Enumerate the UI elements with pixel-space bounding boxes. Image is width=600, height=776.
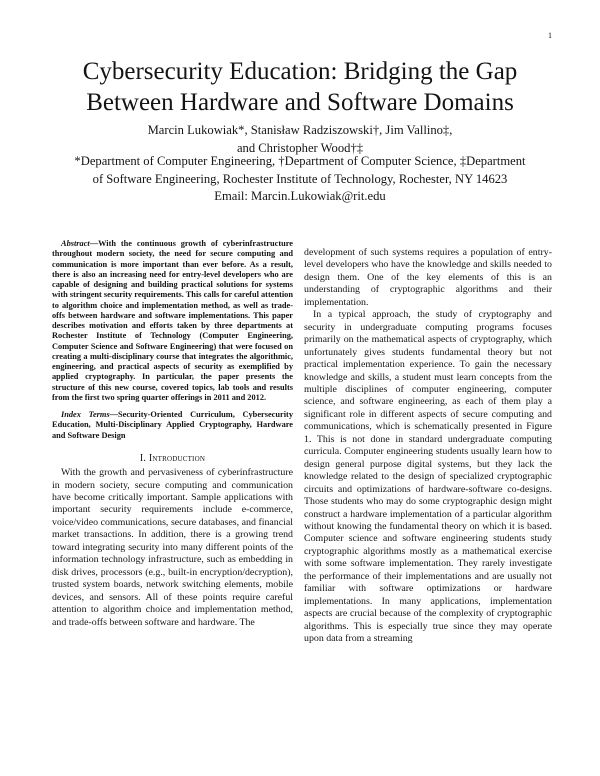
- left-column: [52, 239, 293, 629]
- right-paragraph-2: In a typical approach, the study of cryptography and security in undergraduate computing programs focuses primarily on the mathematical aspects of cryptography, which unfortunately gives students fundamental theory but not practical implementation experience. To gain the necessary knowledge and skills, a student must learn concepts from the multiple disciplines of computer engineering, computer science, and software engineering, as each of them play a significant role in different aspects of secure computing and communications, which is schematically presented in Figure 1. This is not done in standard undergraduate computing curricula. Computer engineering students usually learn how to design general purpose digital systems, but they lack the knowledge related to the design of specialized cryptographic circuits and optimizations of hardware-software co-designs. Those students who may do some cryptographic design might construct a hardware implementation of a particular algorithm without knowing the fundamental theory on which it is based. Computer science and software engineering students study cryptographic algorithms mostly as a mathematical exercise with some software implementation. They rarely investigate the performance of their implementations and are usually not familiar with software optimizations or hardware implementations. In many applications, implementation aspects are crucial because of the complexity of cryptographic algorithms. This is especially true since they may operate upon data from a streaming: [304, 309, 552, 645]
- index-terms-text: —Security-Oriented Curriculum, Cybersecurity Education, Multi-Disciplinary Applied Cryptography, Hardware and Software Design: [52, 410, 293, 440]
- author-line-1: Marcin Lukowiak*, Stanisław Radziszowski†, Jim Vallino‡,: [147, 123, 453, 137]
- abstract: [52, 239, 293, 403]
- section-heading: [52, 453, 293, 464]
- section-title: Introduction: [148, 452, 206, 464]
- author-list: [40, 122, 560, 157]
- author-line-2: and Christopher Wood†‡: [236, 140, 364, 155]
- contact-email: Email: Marcin.Lukowiak@rit.edu: [214, 189, 386, 204]
- index-terms-label: Index Terms: [61, 410, 110, 419]
- intro-paragraph: With the growth and pervasiveness of cyberinfrastructure in modern society, secure computing and communication have become critically important. Sample applications with important security requirements include e-commerce, voice/video communications, secure databases, and financial market transactions. In addition, there is a growing trend toward integrating security into many different points of the information technology infrastructure, such as embedding in disk drives, processors (e.g., built-in encryption/decryption), trusted system boards, network switching elements, mobile devices, and sensors. All of these points require careful attention to algorithm choice and implementation method, and trade-offs between software and hardware. The: [52, 467, 293, 628]
- abstract-text: —With the continuous growth of cyberinfrastructure throughout modern society, the need for secure computing and communication is more important than ever before. As a result, there is also an increasing need for entry-level developers who are capable of designing and building practical solutions for systems with stringent security requirements. This calls for careful attention to algorithm choice and implementation method, as well as trade-offs between hardware and software implementations. This paper describes motivation and efforts taken by three departments at Rochester Institute of Technology (Computer Engineering, Computer Science and Software Engineering) that were focused on creating a multi-disciplinary course that integrates the algorithmic, engineering, and practical aspects of security as exemplified by applied cryptography. In particular, the paper presents the structure of this new course, covered topics, lab tools and results from the first two spring quarter offerings in 2011 and 2012.: [52, 239, 293, 402]
- abstract-label: Abstract: [61, 239, 90, 248]
- page-number: 1: [548, 31, 552, 40]
- paper-title: Cybersecurity Education: Bridging the Gap Between Hardware and Software Domains: [82, 58, 518, 116]
- affiliation-line-2: of Software Engineering, Rochester Institute of Technology, Rochester, NY 14623: [92, 171, 508, 186]
- right-column: [304, 247, 552, 646]
- section-numeral: I.: [139, 452, 147, 464]
- right-paragraph-1: development of such systems requires a population of entry-level developers who have the knowledge and skills needed to design them. One of the key elements of this is an understanding of cryptographic algorithms and their implementation.: [304, 247, 552, 308]
- affiliations: [36, 153, 564, 206]
- index-terms: [52, 410, 293, 441]
- affiliation-line-1: *Department of Computer Engineering, †Department of Computer Science, ‡Department: [74, 154, 526, 168]
